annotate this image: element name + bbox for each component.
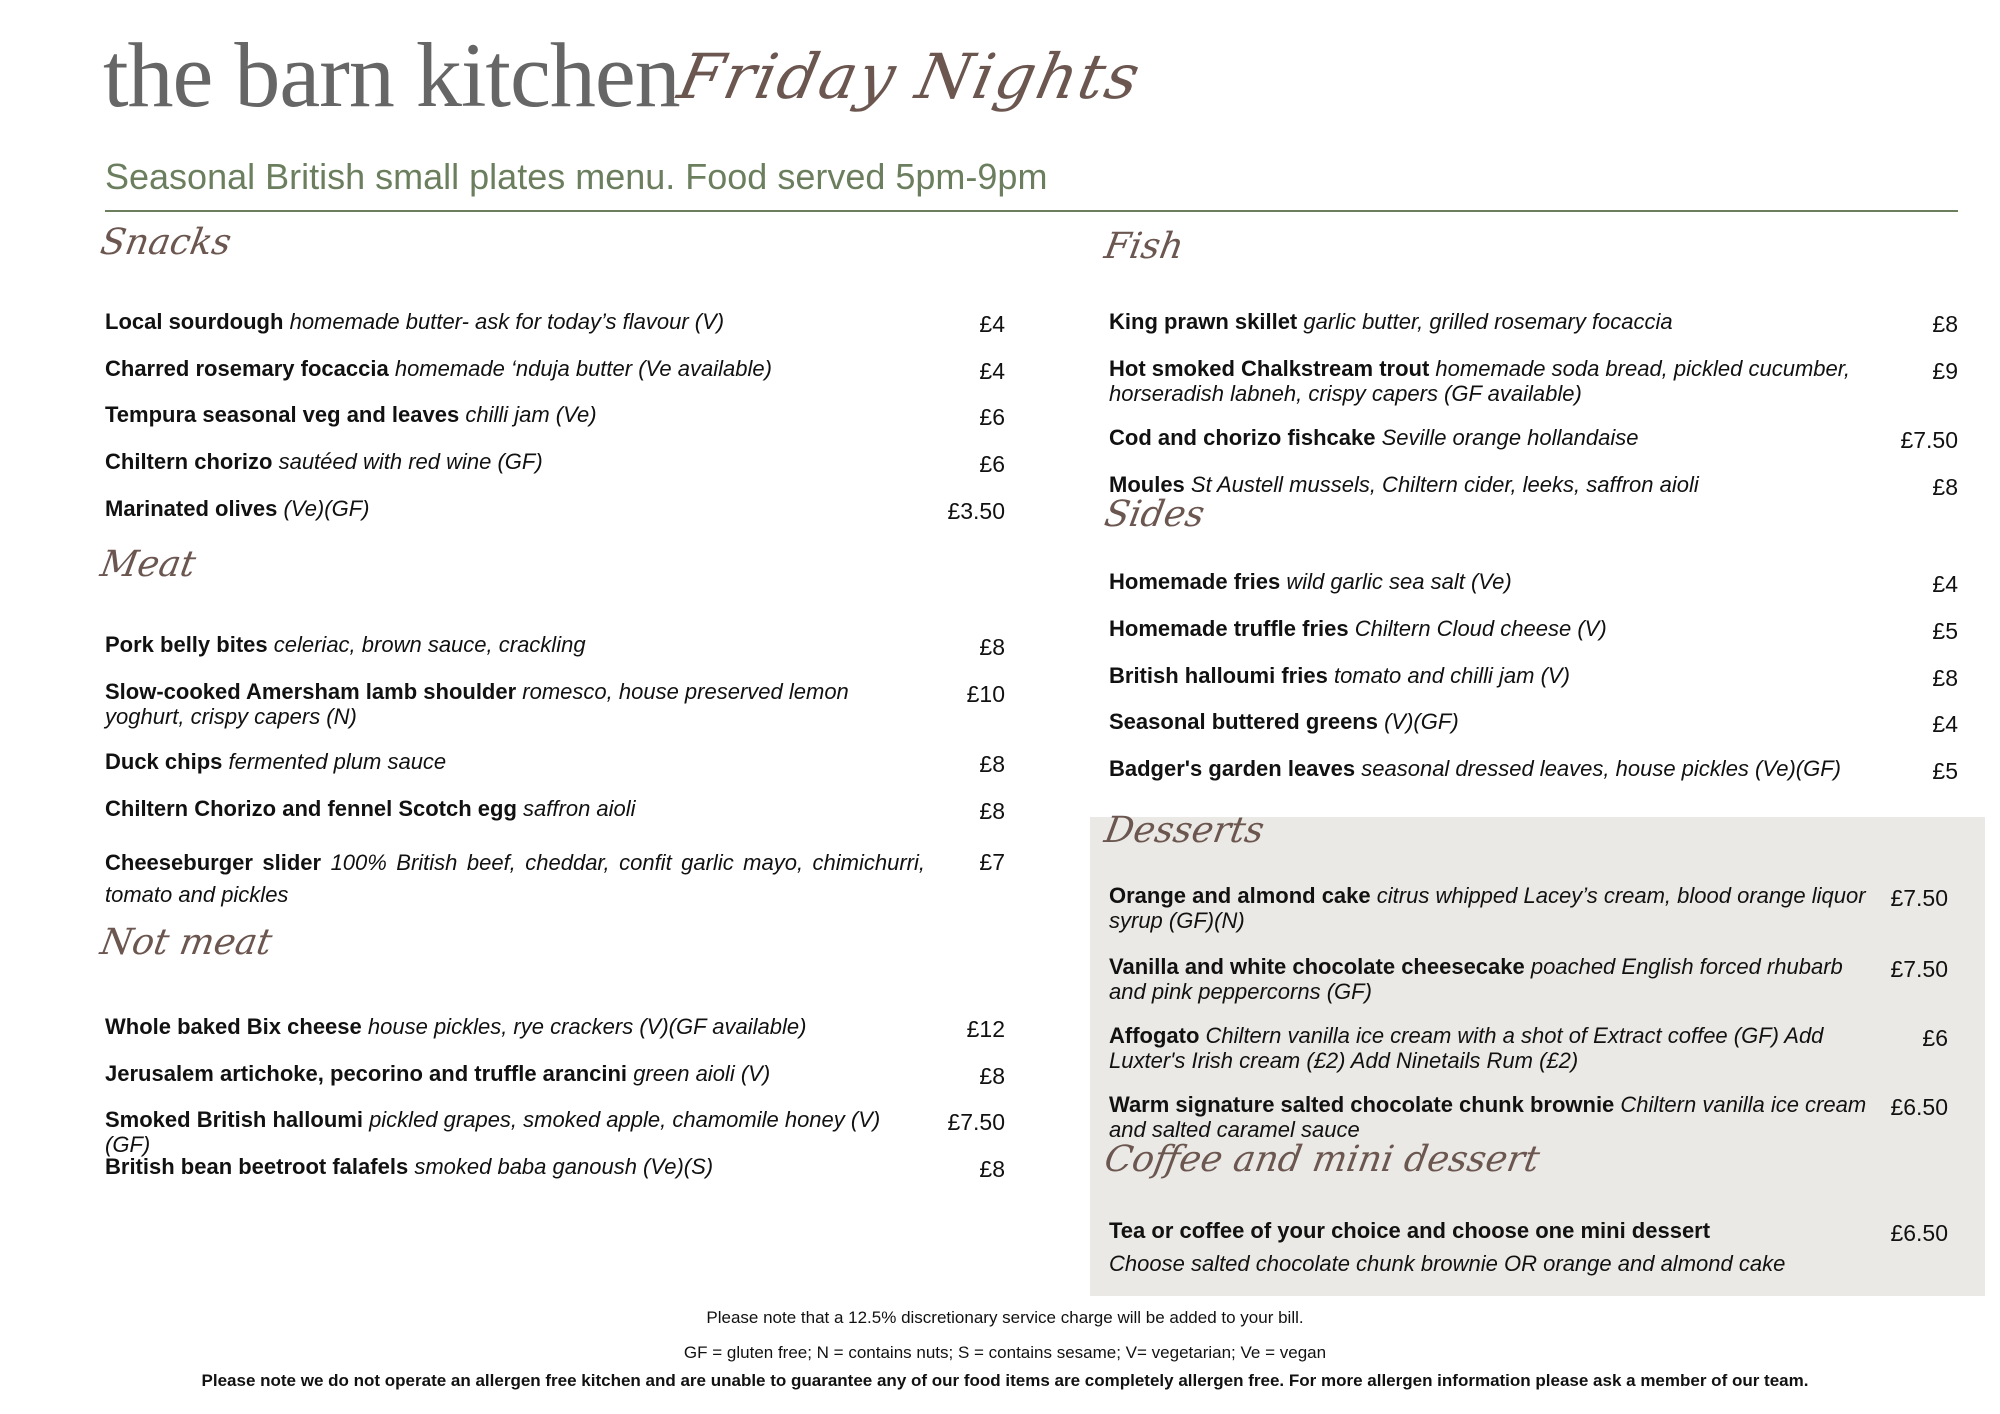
item-description: homemade butter- ask for today’s flavour (V) [289, 309, 725, 334]
menu-item [1109, 472, 1869, 497]
menu-item [105, 796, 925, 821]
section-heading-not-meat: Not meat [97, 922, 276, 963]
menu-item [1109, 1023, 1869, 1073]
item-description: green aioli (V) [633, 1061, 771, 1086]
item-name: Charred rosemary focaccia [105, 356, 389, 381]
menu-item [1109, 1218, 1869, 1276]
menu-item [1109, 425, 1869, 450]
item-description: pickled grapes, smoked apple, chamomile honey (V) (GF) [105, 1107, 881, 1157]
item-description: homemade soda bread, pickled cucumber, horseradish labneh, crispy capers (GF available) [1109, 356, 1850, 406]
item-name: Homemade truffle fries [1109, 616, 1349, 641]
section-heading-desserts: Desserts [1101, 810, 1268, 851]
item-name: King prawn skillet [1109, 309, 1298, 334]
item-name: British halloumi fries [1109, 663, 1328, 688]
item-name: British bean beetroot falafels [105, 1154, 409, 1179]
item-price: £7 [979, 849, 1005, 875]
item-description: St Austell mussels, Chiltern cider, leeks, saffron aioli [1190, 472, 1699, 497]
item-name: Orange and almond cake [1109, 883, 1371, 908]
item-description: seasonal dressed leaves, house pickles (Ve)(GF) [1361, 756, 1841, 781]
menu-item [1109, 1092, 1869, 1142]
item-description: poached English forced rhubarb and pink peppercorns (GF) [1109, 954, 1843, 1004]
item-price: £4 [1932, 711, 1958, 737]
item-description: Seville orange hollandaise [1381, 425, 1639, 450]
item-name: Hot smoked Chalkstream trout [1109, 356, 1430, 381]
menu-item [1109, 756, 1869, 781]
item-price: £3.50 [947, 498, 1005, 524]
item-description: wild garlic sea salt (Ve) [1286, 569, 1512, 594]
item-description: tomato and chilli jam (V) [1333, 663, 1570, 688]
section-heading-fish: Fish [1101, 226, 1187, 267]
menu-item [1109, 663, 1869, 688]
item-price: £6.50 [1890, 1220, 1948, 1246]
section-heading-coffee: Coffee and mini dessert [1101, 1139, 1543, 1180]
menu-item [105, 309, 925, 334]
menu-item [105, 632, 925, 657]
menu-item [1109, 569, 1869, 594]
item-name: Moules [1109, 472, 1185, 497]
item-price: £9 [1932, 358, 1958, 384]
item-name: Cheeseburger slider [105, 850, 322, 875]
item-name: Pork belly bites [105, 632, 268, 657]
restaurant-name: the barn kitchen [103, 24, 680, 126]
item-price: £8 [979, 1156, 1005, 1182]
menu-item [105, 1107, 925, 1157]
item-price: £4 [1932, 571, 1958, 597]
item-description: fermented plum sauce [228, 749, 447, 774]
menu-item [1109, 954, 1869, 1004]
menu-item [105, 1154, 925, 1179]
item-name: Vanilla and white chocolate cheesecake [1109, 954, 1525, 979]
item-description: chilli jam (Ve) [465, 402, 597, 427]
item-description: sautéed with red wine (GF) [278, 449, 543, 474]
menu-item [105, 356, 925, 381]
item-name: Chiltern Chorizo and fennel Scotch egg [105, 796, 517, 821]
item-price: £7.50 [1890, 956, 1948, 982]
item-description: celeriac, brown sauce, crackling [273, 632, 586, 657]
menu-item [1109, 616, 1869, 641]
section-heading-snacks: Snacks [97, 222, 235, 263]
menu-item [1109, 709, 1869, 734]
menu-item [105, 749, 925, 774]
menu-item [105, 1061, 925, 1086]
menu-item [1109, 883, 1869, 933]
menu-item [105, 847, 925, 911]
item-name: Duck chips [105, 749, 223, 774]
item-name: Tea or coffee of your choice and choose one mini dessert [1109, 1218, 1711, 1243]
item-description: house pickles, rye crackers (V)(GF available) [367, 1014, 807, 1039]
item-name: Warm signature salted chocolate chunk brownie [1109, 1092, 1615, 1117]
item-price: £8 [979, 634, 1005, 660]
item-price: £6.50 [1890, 1094, 1948, 1120]
allergen-key: GF = gluten free; N = contains nuts; S = contains sesame; V= vegetarian; Ve = vegan [683, 1343, 1327, 1362]
menu-item [1109, 356, 1869, 406]
item-name: Local sourdough [105, 309, 284, 334]
item-description: saffron aioli [523, 796, 636, 821]
item-description: (V)(GF) [1384, 709, 1459, 734]
item-description: smoked baba ganoush (Ve)(S) [414, 1154, 714, 1179]
section-heading-meat: Meat [97, 544, 199, 585]
service-charge-note: Please note that a 12.5% discretionary service charge will be added to your bill. [706, 1308, 1304, 1327]
item-price: £7.50 [1890, 885, 1948, 911]
item-description: (Ve)(GF) [283, 496, 370, 521]
item-name: Cod and chorizo fishcake [1109, 425, 1376, 450]
item-price: £7.50 [1900, 427, 1958, 453]
item-price: £4 [979, 311, 1005, 337]
item-price: £6 [979, 404, 1005, 430]
item-price: £8 [979, 1063, 1005, 1089]
item-name: Tempura seasonal veg and leaves [105, 402, 460, 427]
item-name: Affogato [1109, 1023, 1200, 1048]
section-heading-sides: Sides [1101, 494, 1208, 535]
item-price: £4 [979, 358, 1005, 384]
item-price: £8 [1932, 665, 1958, 691]
item-price: £8 [979, 798, 1005, 824]
item-description: Chiltern Cloud cheese (V) [1354, 616, 1607, 641]
menu-item [1109, 309, 1869, 334]
menu-item [105, 1014, 925, 1039]
item-name: Badger's garden leaves [1109, 756, 1356, 781]
item-name: Marinated olives [105, 496, 278, 521]
item-description: romesco, house preserved lemon yoghurt, crispy capers (N) [105, 679, 849, 729]
item-description: 100% British beef, cheddar, confit garlic mayo, chimichurri, tomato and pickles [105, 850, 925, 907]
item-description: Chiltern vanilla ice cream with a shot of Extract coffee (GF) Add Luxter's Irish cream (£2) Add Ninetails Rum (£2) [1109, 1023, 1824, 1073]
item-name: Homemade fries [1109, 569, 1281, 594]
allergen-warning: Please note we do not operate an allergen free kitchen and are unable to guarantee any of our food items are completely allergen free. For more allergen information please ask a member of our team. [201, 1371, 1809, 1390]
menu-item [105, 496, 925, 521]
menu-item [105, 449, 925, 474]
header-divider [105, 210, 1958, 212]
menu-tagline: Friday Nights [672, 40, 1149, 113]
menu-item [105, 679, 925, 729]
item-price: £6 [979, 451, 1005, 477]
item-name: Whole baked Bix cheese [105, 1014, 362, 1039]
item-price: £5 [1932, 758, 1958, 784]
item-price: £10 [966, 681, 1005, 707]
item-price: £6 [1922, 1025, 1948, 1051]
item-name: Slow-cooked Amersham lamb shoulder [105, 679, 517, 704]
item-name: Seasonal buttered greens [1109, 709, 1378, 734]
item-name: Smoked British halloumi [105, 1107, 363, 1132]
item-price: £8 [979, 751, 1005, 777]
menu-item [105, 402, 925, 427]
item-price: £7.50 [947, 1109, 1005, 1135]
item-description: citrus whipped Lacey’s cream, blood orange liquor syrup (GF)(N) [1109, 883, 1866, 933]
item-price: £5 [1932, 618, 1958, 644]
item-name: Jerusalem artichoke, pecorino and truffle arancini [105, 1061, 628, 1086]
item-price: £8 [1932, 311, 1958, 337]
item-price: £12 [966, 1016, 1005, 1042]
item-description: homemade ‘nduja butter (Ve available) [394, 356, 772, 381]
item-description: Choose salted chocolate chunk brownie OR orange and almond cake [1109, 1251, 1786, 1276]
item-price: £8 [1932, 474, 1958, 500]
item-name: Chiltern chorizo [105, 449, 273, 474]
menu-subtitle: Seasonal British small plates menu. Food served 5pm-9pm [105, 156, 1048, 197]
item-description: Chiltern vanilla ice cream and salted caramel sauce [1109, 1092, 1867, 1142]
item-description: garlic butter, grilled rosemary focaccia [1303, 309, 1673, 334]
